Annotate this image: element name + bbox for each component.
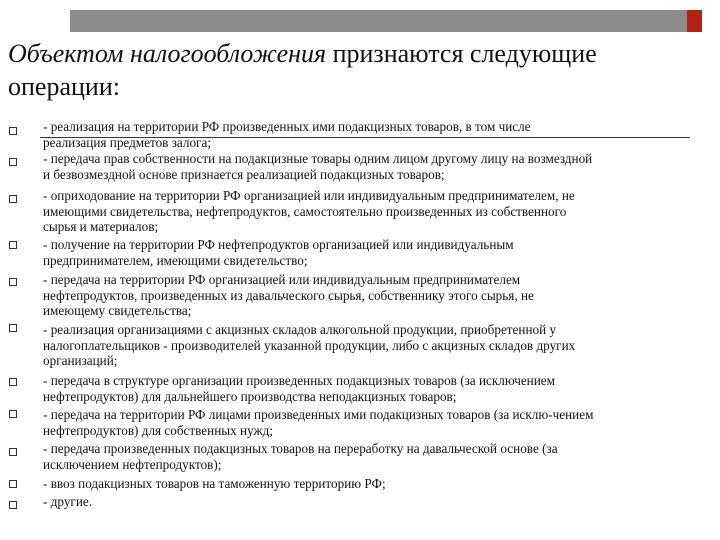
list-item-text: - передача на территории РФ организацией или индивидуальным предпринимателем нефтепродуктов, произведенных из давальческого сырья, собственнику этого сырья, не имеющему свидетельства; xyxy=(43,272,534,318)
top-decorative-bar xyxy=(70,10,702,32)
list-item-text: - получение на территории РФ нефтепродуктов организацией или индивидуальным предпринимателем, имеющими свидетельство; xyxy=(43,237,514,268)
square-bullet-icon xyxy=(9,501,17,509)
list-item-text: - передача произведенных подакцизных товаров на переработку на давальческой основе (за исключением нефтепродуктов); xyxy=(43,441,558,472)
title-rest: признаются следующие операции: xyxy=(8,39,597,101)
slide-title xyxy=(8,37,688,103)
list-item-text: - другие. xyxy=(43,494,93,509)
square-bullet-icon xyxy=(9,448,17,456)
square-bullet-icon xyxy=(9,158,17,166)
list-item-text: - оприходование на территории РФ организацией или индивидуальным предпринимателем, не имеющими свидетельства, нефтепродуктов, самостоятельно произведенных из собственного сырья и материалов; xyxy=(43,188,575,234)
square-bullet-icon xyxy=(9,378,17,386)
title-lead: Объектом налогообложения xyxy=(8,39,327,68)
square-bullet-icon xyxy=(9,127,17,135)
list-item-text: - передача на территории РФ лицами произведенных ими подакцизных товаров (за исклю-чением нефтепродуктов) для собственных нужд; xyxy=(43,407,594,438)
list-item-text: - передача прав собственности на подакцизные товары одним лицом другому лицу на возмездной и безвозмездной основе признается реализацией подакцизных товаров; xyxy=(43,151,593,182)
square-bullet-icon xyxy=(9,278,17,286)
list-item-text: - реализация на территории РФ произведенных ими подакцизных товаров, в том числе реализация предметов залога; xyxy=(43,119,531,150)
square-bullet-icon xyxy=(9,410,17,418)
list-item-text: - передача в структуре организации произведенных подакцизных товаров (за исключением нефтепродуктов) для дальнейшего производства неподакцизных товаров; xyxy=(43,373,555,404)
square-bullet-icon xyxy=(9,241,17,249)
list-item-text: - реализация организациями с акцизных складов алкогольной продукции, приобретенной у налогоплательщиков - производителей указанной продукции, либо с акцизных складов других организаций; xyxy=(43,322,576,368)
top-accent-square xyxy=(687,10,702,32)
square-bullet-icon xyxy=(9,195,17,203)
square-bullet-icon xyxy=(9,324,17,332)
list-item-text: - ввоз подакцизных товаров на таможенную территорию РФ; xyxy=(43,476,386,491)
square-bullet-icon xyxy=(9,480,17,488)
